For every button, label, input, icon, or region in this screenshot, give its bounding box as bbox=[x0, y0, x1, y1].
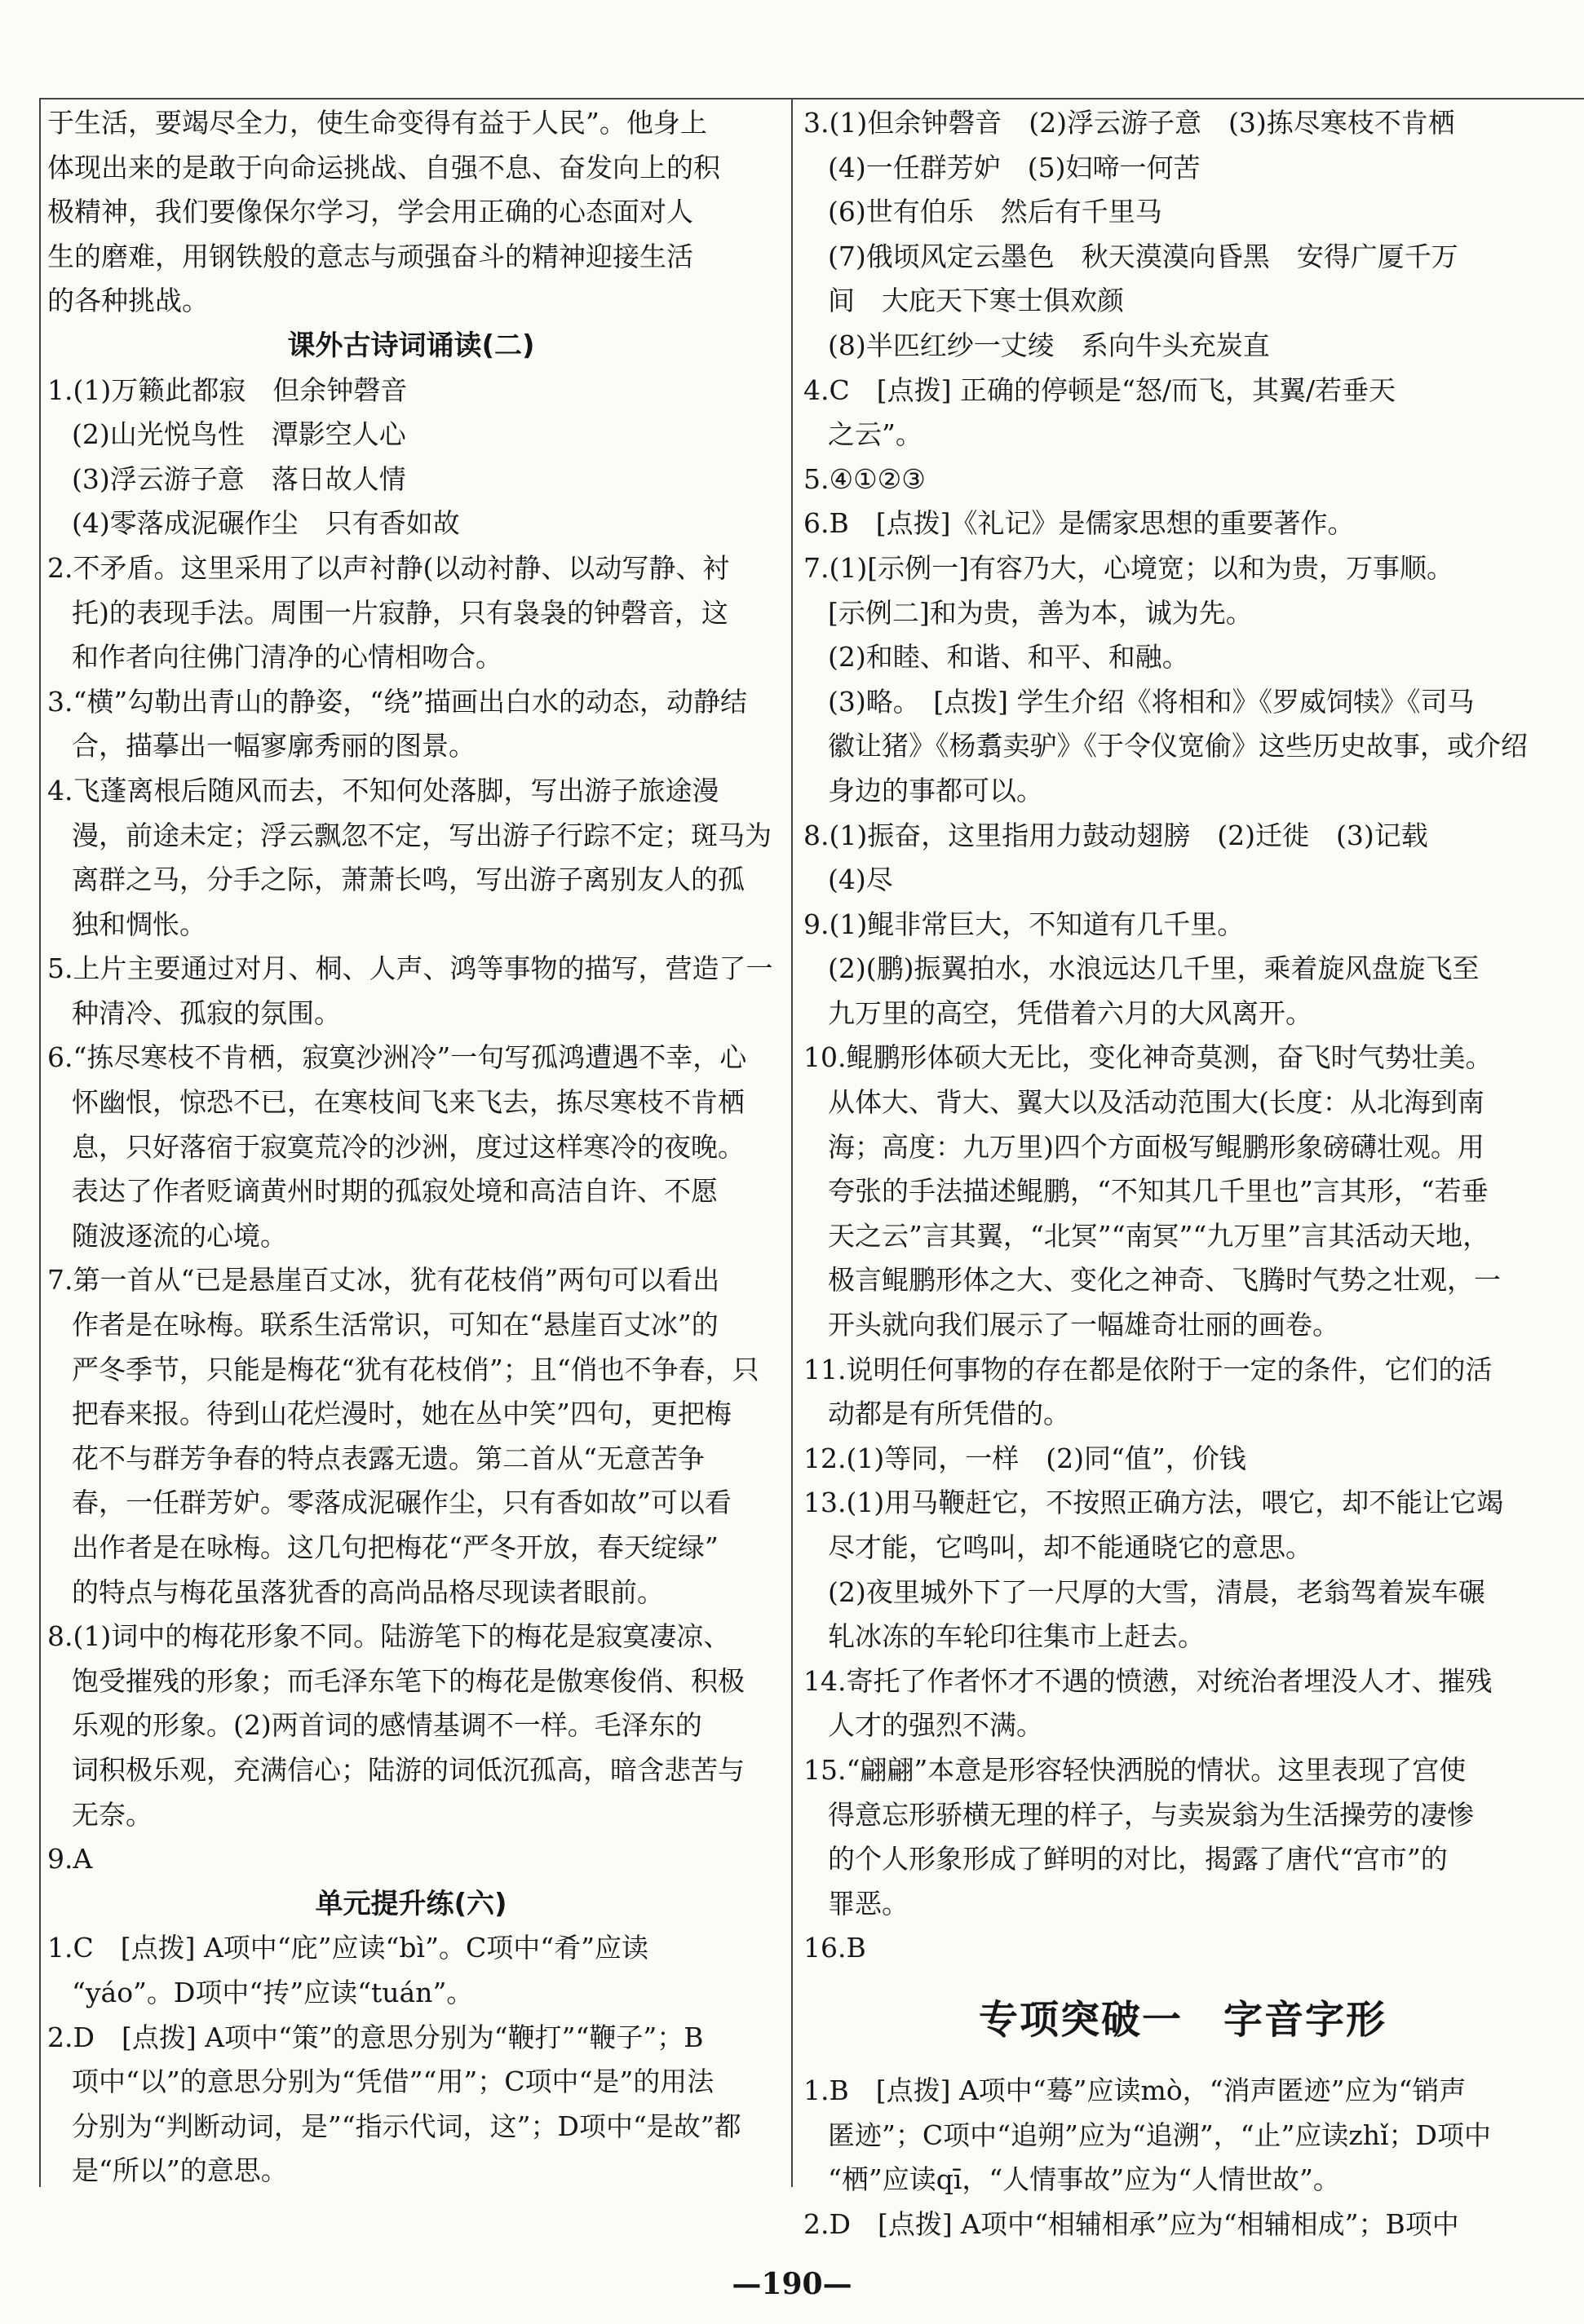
answer-line: 动都是有所凭借的。 bbox=[828, 1398, 1070, 1430]
answer-line: 16.B bbox=[803, 1932, 866, 1964]
answer-line: 从体大、背大、翼大以及活动范围大(长度：从北海到南 bbox=[828, 1086, 1484, 1119]
answer-line: (2)山光悦鸟性 潭影空人心 bbox=[72, 418, 406, 451]
answer-line: (4)一任群芳妒 (5)妇啼一何苦 bbox=[828, 151, 1201, 183]
answer-line: 的特点与梅花虽落犹香的高尚品格尽现读者眼前。 bbox=[72, 1575, 664, 1608]
answer-line: 海；高度：九万里)四个方面极写鲲鹏形象磅礴壮观。用 bbox=[828, 1130, 1484, 1163]
answer-line: (7)俄顷风定云墨色 秋天漠漠向昏黑 安得广厦千万 bbox=[828, 240, 1458, 272]
answer-line: 随波逐流的心境。 bbox=[72, 1219, 287, 1252]
answer-line: 1.(1)万籁此都寂 但余钟磬音 bbox=[47, 373, 408, 406]
answer-line: 作者是在咏梅。联系生活常识，可知在“悬崖百丈冰”的 bbox=[72, 1309, 719, 1341]
answer-line: (2)夜里城外下了一尺厚的大雪，清晨，老翁驾着炭车碾 bbox=[828, 1575, 1485, 1608]
answer-line: 离群之马，分手之际，萧萧长鸣，写出游子离别友人的孤 bbox=[72, 864, 745, 896]
answer-line: 14.寄托了作者怀才不遇的愤懑，对统治者埋没人才、摧残 bbox=[803, 1664, 1493, 1697]
answer-line: 息，只好落宿于寂寞荒冷的沙洲，度过这样寒冷的夜晚。 bbox=[72, 1130, 745, 1163]
answer-line: “yáo”。D项中“抟”应读“tuán”。 bbox=[72, 1976, 474, 2008]
answer-line: 分别为“判断动词，是”“指示代词，这”；D项中“是故”都 bbox=[72, 2110, 741, 2142]
answer-line: 漫，前途未定；浮云飘忽不定，写出游子行踪不定；斑马为 bbox=[72, 819, 772, 851]
answer-line: 开头就向我们展示了一幅雄奇壮丽的画卷。 bbox=[828, 1309, 1339, 1341]
answer-line: 7.(1)[示例一]有容乃大，心境宽；以和为贵，万事顺。 bbox=[803, 551, 1453, 584]
answer-line: (3)浮云游子意 落日故人情 bbox=[72, 462, 406, 495]
answer-line: 得意忘形骄横无理的样子，与卖炭翁为生活操劳的凄惨 bbox=[828, 1798, 1474, 1831]
answer-line: 3.(1)但余钟磬音 (2)浮云游子意 (3)拣尽寒枝不肯栖 bbox=[803, 107, 1455, 139]
left-margin-rule bbox=[39, 99, 41, 2187]
answer-line: “栖”应读qī，“人情事故”应为“人情世故”。 bbox=[828, 2163, 1340, 2196]
answer-line: 花不与群芳争春的特点表露无遗。第二首从“无意苦争 bbox=[72, 1442, 705, 1474]
answer-line: 极言鲲鹏形体之大、变化之神奇、飞腾时气势之壮观，一 bbox=[828, 1264, 1501, 1297]
answer-line: 3.“横”勾勒出青山的静姿，“绕”描画出白水的动态，动静结 bbox=[47, 685, 747, 718]
answer-line: 6.B [点拨]《礼记》是儒家思想的重要著作。 bbox=[803, 507, 1355, 540]
answer-line: 2.D [点拨] A项中“相辅相承”应为“相辅相成”；B项中 bbox=[803, 2207, 1459, 2240]
answer-line: 于生活，要竭尽全力，使生命变得有益于人民”。他身上 bbox=[47, 107, 707, 139]
answer-line: (4)零落成泥碾作尘 只有香如故 bbox=[72, 507, 460, 540]
page-number: —190— bbox=[732, 2267, 852, 2301]
answer-line: (2)(鹏)振翼拍水，水浪远达几千里，乘着旋风盘旋飞至 bbox=[828, 952, 1480, 985]
answer-line: 怀幽恨，惊恐不已，在寒枝间飞来飞去，拣尽寒枝不肯栖 bbox=[72, 1086, 745, 1119]
answer-line: 8.(1)振奋，这里指用力鼓动翅膀 (2)迁徙 (3)记载 bbox=[803, 819, 1428, 851]
answer-line: 极精神，我们要像保尔学习，学会用正确的心态面对人 bbox=[47, 196, 693, 228]
answer-line: 种清冷、孤寂的氛围。 bbox=[72, 996, 341, 1029]
answer-line: 身边的事都可以。 bbox=[828, 774, 1043, 806]
answer-line: 生的磨难，用钢铁般的意志与顽强奋斗的精神迎接生活 bbox=[47, 240, 693, 272]
answer-line: 1.C [点拨] A项中“庇”应读“bì”。C项中“肴”应读 bbox=[47, 1932, 648, 1964]
answer-line: 把春来报。待到山花烂漫时，她在丛中笑”四句，更把梅 bbox=[72, 1398, 732, 1430]
right-column bbox=[803, 101, 1562, 2247]
answer-line: 7.第一首从“已是悬崖百丈冰，犹有花枝俏”两句可以看出 bbox=[47, 1264, 720, 1297]
answer-line: [示例二]和为贵，善为本，诚为先。 bbox=[828, 596, 1253, 629]
answer-line: 合，描摹出一幅寥廓秀丽的图景。 bbox=[72, 730, 476, 762]
answer-line: 体现出来的是敢于向命运挑战、自强不息、奋发向上的积 bbox=[47, 151, 720, 183]
left-column bbox=[47, 101, 775, 2194]
answer-line: 人才的强烈不满。 bbox=[828, 1709, 1043, 1742]
answer-line: (3)略。 [点拨] 学生介绍《将相和》《罗威饲犊》《司马 bbox=[828, 685, 1475, 718]
answer-line: 12.(1)等同，一样 (2)同“值”，价钱 bbox=[803, 1442, 1246, 1474]
answer-line: 严冬季节，只能是梅花“犹有花枝俏”；且“俏也不争春，只 bbox=[72, 1353, 759, 1385]
answer-line: 9.(1)鲲非常巨大，不知道有几千里。 bbox=[803, 908, 1245, 940]
answer-line: 1.B [点拨] A项中“蓦”应读mò，“消声匿迹”应为“销声 bbox=[803, 2074, 1467, 2106]
answer-line: (4)尽 bbox=[828, 864, 893, 896]
answer-line: 是“所以”的意思。 bbox=[72, 2154, 288, 2187]
answer-line: 15.“翩翩”本意是形容轻快洒脱的情状。这里表现了宫使 bbox=[803, 1753, 1467, 1786]
answer-line: 项中“以”的意思分别为“凭借”“用”；C项中“是”的用法 bbox=[72, 2066, 715, 2098]
section-title-large: 专项突破一 字音字形 bbox=[978, 1996, 1387, 2043]
answer-line: 饱受摧残的形象；而毛泽东笔下的梅花是傲寒俊俏、积极 bbox=[72, 1664, 745, 1697]
answer-line: 13.(1)用马鞭赶它，不按照正确方法，喂它，却不能让它竭 bbox=[803, 1487, 1504, 1519]
answer-line: 9.A bbox=[47, 1843, 93, 1876]
answer-line: 词积极乐观，充满信心；陆游的词低沉孤高，暗含悲苦与 bbox=[72, 1753, 745, 1786]
answer-line: 独和惆怅。 bbox=[72, 908, 206, 940]
answer-line: 无奈。 bbox=[72, 1798, 153, 1831]
answer-line: (6)世有伯乐 然后有千里马 bbox=[828, 196, 1162, 228]
answer-line: 和作者向往佛门清净的心情相吻合。 bbox=[72, 641, 502, 674]
top-border bbox=[39, 98, 1584, 99]
answer-line: (8)半匹红纱一丈绫 系向牛头充炭直 bbox=[828, 329, 1270, 361]
answer-line: 之云”。 bbox=[828, 418, 923, 451]
answer-line: 2.不矛盾。这里采用了以声衬静(以动衬静、以动写静、衬 bbox=[47, 551, 730, 584]
answer-line: 天之云”言其翼，“北冥”“南冥”“九万里”言其活动天地， bbox=[828, 1219, 1490, 1252]
answer-line: 8.(1)词中的梅花形象不同。陆游笔下的梅花是寂寞凄凉、 bbox=[47, 1620, 731, 1653]
answer-line: 表达了作者贬谪黄州时期的孤寂处境和高洁自许、不愿 bbox=[72, 1175, 718, 1208]
answer-line: (2)和睦、和谐、和平、和融。 bbox=[828, 641, 1189, 674]
answer-line: 的个人形象形成了鲜明的对比，揭露了唐代“宫市”的 bbox=[828, 1843, 1448, 1876]
answer-line: 托)的表现手法。周围一片寂静，只有袅袅的钟磬音，这 bbox=[72, 596, 728, 629]
answer-line: 4.飞蓬离根后随风而去，不知何处落脚，写出游子旅途漫 bbox=[47, 774, 719, 806]
section-heading: 课外古诗词诵读(二) bbox=[287, 329, 535, 362]
answer-line: 5.④①②③ bbox=[803, 462, 926, 495]
answer-line: 6.“拣尽寒枝不肯栖，寂寞沙洲冷”一句写孤鸿遭遇不幸，心 bbox=[47, 1041, 747, 1074]
answer-line: 4.C [点拨] 正确的停顿是“怒/而飞，其翼/若垂天 bbox=[803, 373, 1396, 406]
answer-line: 罪恶。 bbox=[828, 1887, 909, 1920]
answer-line: 夸张的手法描述鲲鹏，“不知其几千里也”言其形，“若垂 bbox=[828, 1175, 1489, 1208]
answer-line: 乐观的形象。(2)两首词的感情基调不一样。毛泽东的 bbox=[72, 1709, 702, 1742]
answer-line: 徽让猪》《杨翥卖驴》《于令仪宽偷》这些历史故事，或介绍 bbox=[828, 730, 1528, 762]
answer-line: 出作者是在咏梅。这几句把梅花“严冬开放，春天绽绿” bbox=[72, 1531, 719, 1563]
answer-line: 尽才能，它鸣叫，却不能通晓它的意思。 bbox=[828, 1531, 1312, 1563]
answer-line: 5.上片主要通过对月、桐、人声、鸿等事物的描写，营造了一 bbox=[47, 952, 773, 985]
column-divider bbox=[791, 99, 793, 2187]
section-heading: 单元提升练(六) bbox=[315, 1887, 507, 1920]
answer-line: 春，一任群芳妒。零落成泥碾作尘，只有香如故”可以看 bbox=[72, 1487, 732, 1519]
answer-line: 匿迹”；C项中“追朔”应为“追溯”，“止”应读zhǐ；D项中 bbox=[828, 2119, 1491, 2151]
answer-line: 轧冰冻的车轮印往集市上赶去。 bbox=[828, 1620, 1205, 1653]
answer-line: 间 大庇天下寒士俱欢颜 bbox=[828, 285, 1124, 317]
answer-line: 11.说明任何事物的存在都是依附于一定的条件，它们的活 bbox=[803, 1353, 1493, 1385]
answer-line: 10.鲲鹏形体硕大无比，变化神奇莫测，奋飞时气势壮美。 bbox=[803, 1041, 1493, 1074]
answer-line: 的各种挑战。 bbox=[47, 285, 209, 317]
answer-line: 2.D [点拨] A项中“策”的意思分别为“鞭打”“鞭子”；B bbox=[47, 2021, 704, 2053]
answer-line: 九万里的高空，凭借着六月的大风离开。 bbox=[828, 996, 1312, 1029]
